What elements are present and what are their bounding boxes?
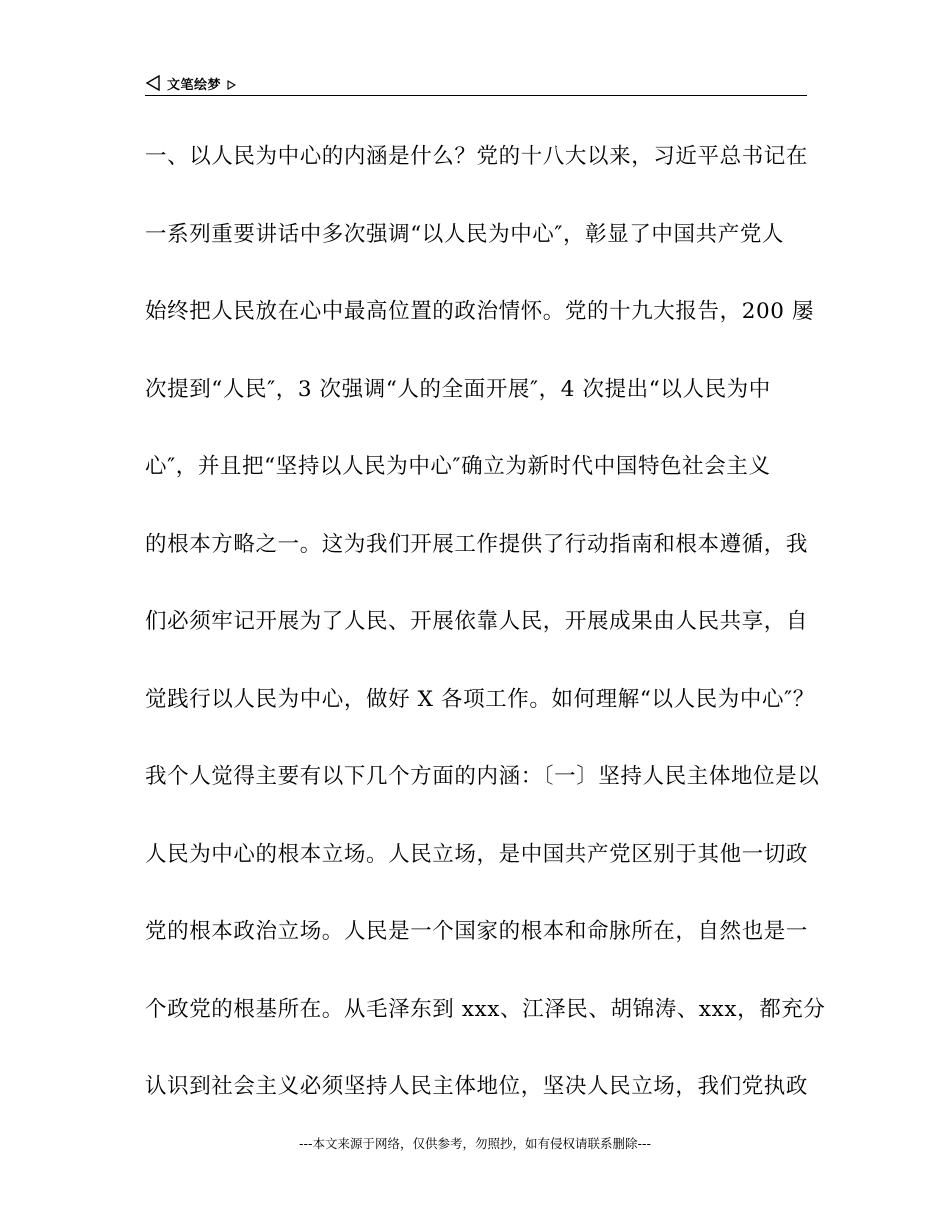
body-line: 认识到社会主义必须坚持人民主体地位，坚决人民立场，我们党执政 [145, 1074, 809, 1099]
header-divider [145, 95, 807, 96]
body-line: 觉践行以人民为中心，做好 X 各项工作。如何理解“以人民为中心″？ [145, 686, 815, 712]
triangle-right-outline-icon [227, 75, 236, 85]
body-line: 一、以人民为中心的内涵是什么？党的十八大以来，习近平总书记在 [145, 144, 809, 169]
body-line: 次提到“人民″，3 次强调“人的全面开展″，4 次提出“以人民为中 [145, 376, 771, 402]
body-line: 心″，并且把“坚持以人民为中心″确立为新时代中国特色社会主义 [145, 454, 771, 479]
body-line: 我个人觉得主要有以下几个方面的内涵：〔一〕坚持人民主体地位是以 [145, 764, 820, 789]
body-line: 个政党的根基所在。从毛泽东到 xxx、江泽民、胡锦涛、xxx，都充分 [145, 996, 826, 1022]
body-line: 人民为中心的根本立场。人民立场，是中国共产党区别于其他一切政 [145, 841, 809, 867]
body-line: 始终把人民放在心中最高位置的政治情怀。党的十九大报告，200 屡 [145, 299, 815, 324]
body-text [145, 138, 826, 1146]
page-header [145, 72, 807, 94]
body-line: 的根本方略之一。这为我们开展工作提供了行动指南和根本遵循，我 [145, 531, 809, 557]
body-line: 一系列重要讲话中多次强调“以人民为中心″，彰显了中国共产党人 [145, 221, 785, 247]
body-line: 们必须牢记开展为了人民、开展依靠人民，开展成果由人民共享，自 [145, 609, 809, 634]
triangle-left-outline-icon [145, 74, 161, 92]
body-line: 党的根本政治立场。人民是一个国家的根本和命脉所在，自然也是一 [145, 919, 809, 944]
header-title: 文笔绘梦 [167, 77, 222, 93]
footer-disclaimer: ---本文来源于网络，仅供参考，勿照抄，如有侵权请联系删除--- [298, 1136, 652, 1151]
